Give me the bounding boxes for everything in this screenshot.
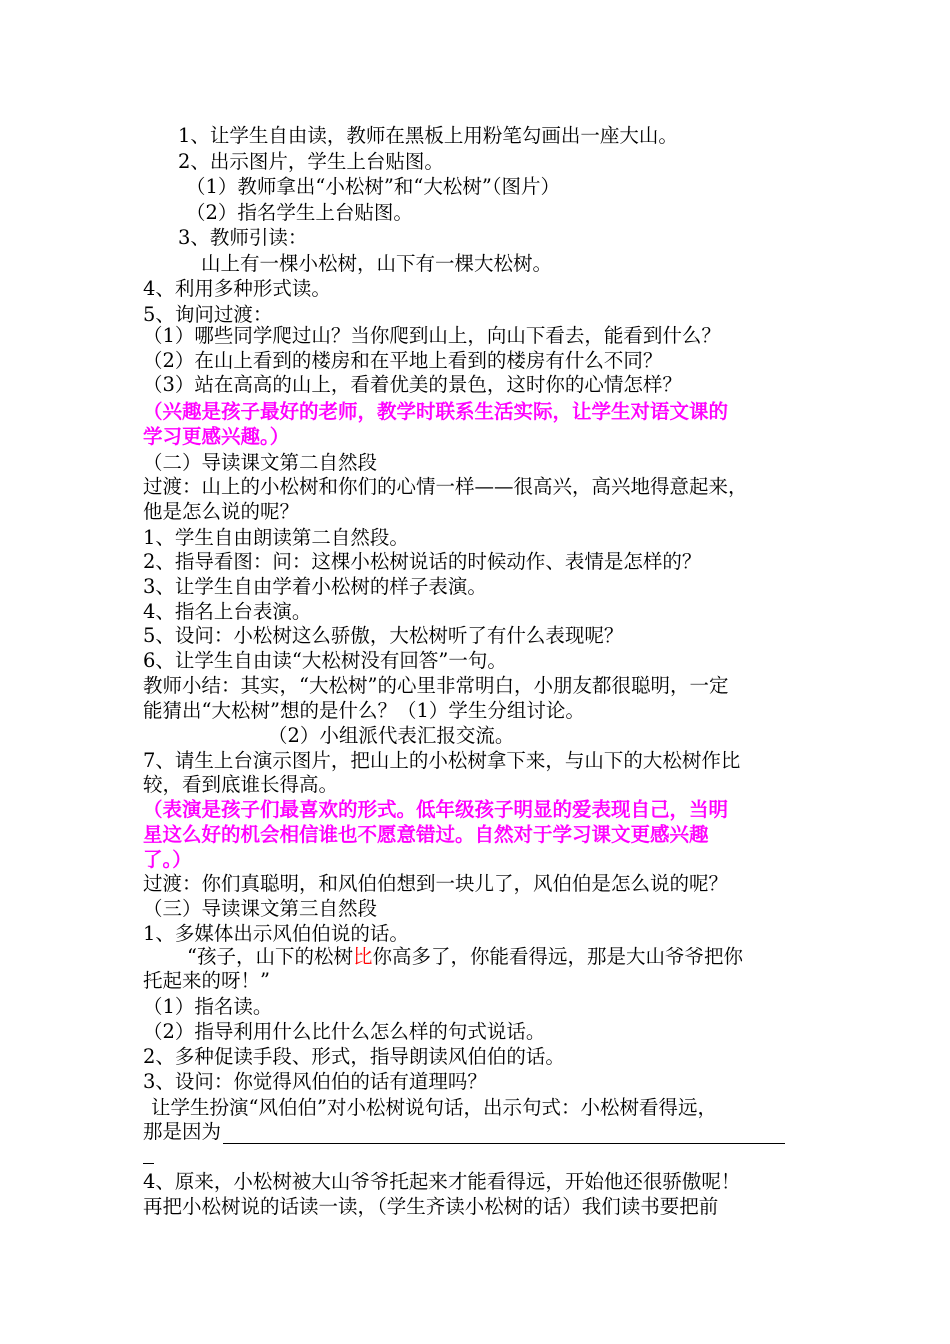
- text-line: 4、指名上台表演。: [143, 600, 312, 623]
- section-heading: （三）导读课文第三自然段: [143, 897, 378, 920]
- quote-line: 托起来的呀！”: [143, 969, 270, 992]
- text-line: 教师小结：其实，“大松树”的心里非常明白，小朋友都很聪明，一定: [143, 674, 729, 697]
- text-line: 4、利用多种形式读。: [143, 277, 331, 300]
- text-line: 2、多种促读手段、形式，指导朗读风伯伯的话。: [143, 1045, 565, 1068]
- text-line: 2、出示图片，学生上台贴图。: [178, 150, 444, 173]
- fill-in-blank: [223, 1123, 785, 1144]
- text-line: （1）指名读。: [143, 995, 273, 1018]
- fill-in-line: [143, 1120, 785, 1144]
- text-line: （2）指名学生上台贴图。: [186, 201, 413, 224]
- text-line: （2）在山上看到的楼房和在平地上看到的楼房有什么不同？: [143, 349, 663, 372]
- quote-part: “孩子，山下的松树: [187, 945, 353, 968]
- text-line: （1）教师拿出“小松树”和“大松树”（图片）: [186, 175, 561, 198]
- text-line: 5、设问：小松树这么骄傲，大松树听了有什么表现呢？: [143, 624, 624, 647]
- text-line: 4、原来，小松树被大山爷爷托起来才能看得远，开始他还很骄傲呢！: [143, 1170, 741, 1193]
- text-line: 2、指导看图：问：这棵小松树说话的时候动作、表情是怎样的？: [143, 550, 702, 573]
- text-line: 1、多媒体出示风伯伯说的话。: [143, 922, 409, 945]
- text-line: （2）小组派代表汇报交流。: [268, 724, 515, 747]
- text-line: 3、教师引读：: [178, 226, 308, 249]
- text-line: （3）站在高高的山上，看着优美的景色，这时你的心情怎样？: [143, 373, 682, 396]
- text-line: 较，看到底谁长得高。: [143, 773, 339, 796]
- teaching-note: 星这么好的机会相信谁也不愿意错过。自然对于学习课文更感兴趣: [143, 823, 709, 846]
- text-line: 让学生扮演“风伯伯”对小松树说句话，出示句式：小松树看得远，: [151, 1096, 717, 1119]
- highlighted-word: 比: [352, 945, 373, 968]
- text-line: 过渡：你们真聪明，和风伯伯想到一块儿了，风伯伯是怎么说的呢？: [143, 872, 729, 895]
- text-line: 他是怎么说的呢？: [143, 500, 300, 523]
- text-line: 过渡：山上的小松树和你们的心情一样——很高兴，高兴地得意起来，: [143, 475, 748, 498]
- text-line: 3、让学生自由学着小松树的样子表演。: [143, 575, 487, 598]
- text-line: 能猜出“大松树”想的是什么？（1）学生分组讨论。: [143, 699, 585, 722]
- text-line: 再把小松树说的话读一读，（学生齐读小松树的话）我们读书要把前: [143, 1195, 719, 1218]
- teaching-note: 了。）: [143, 848, 192, 871]
- text-line: 山上有一棵小松树，山下有一棵大松树。: [201, 252, 553, 275]
- teaching-note: （表演是孩子们最喜欢的形式。低年级孩子明显的爱表现自己，当明: [143, 798, 729, 821]
- teaching-note: （兴趣是孩子最好的老师，教学时联系生活实际，让学生对语文课的: [143, 400, 729, 423]
- blank-continuation: [143, 1163, 154, 1164]
- quote-part: 你高多了，你能看得远，那是大山爷爷把你: [372, 945, 744, 968]
- text-line: 1、学生自由朗读第二自然段。: [143, 526, 409, 549]
- text-line: 5、询问过渡：: [143, 303, 273, 326]
- text-line: 7、请生上台演示图片，把山上的小松树拿下来，与山下的大松树作比: [143, 749, 741, 772]
- quote-line: [187, 945, 743, 969]
- section-heading: （二）导读课文第二自然段: [143, 451, 378, 474]
- text-line: 3、设问：你觉得风伯伯的话有道理吗？: [143, 1070, 487, 1093]
- text-line: （2）指导利用什么比什么怎么样的句式说话。: [143, 1020, 546, 1043]
- text-line: 6、让学生自由读“大松树没有回答”一句。: [143, 649, 507, 672]
- teaching-note: 学习更感兴趣。）: [143, 425, 290, 448]
- text-line: 1、让学生自由读，教师在黑板上用粉笔勾画出一座大山。: [178, 124, 678, 147]
- fill-in-prompt: 那是因为: [143, 1120, 222, 1143]
- text-line: （1）哪些同学爬过山？当你爬到山上，向山下看去，能看到什么？: [143, 324, 721, 347]
